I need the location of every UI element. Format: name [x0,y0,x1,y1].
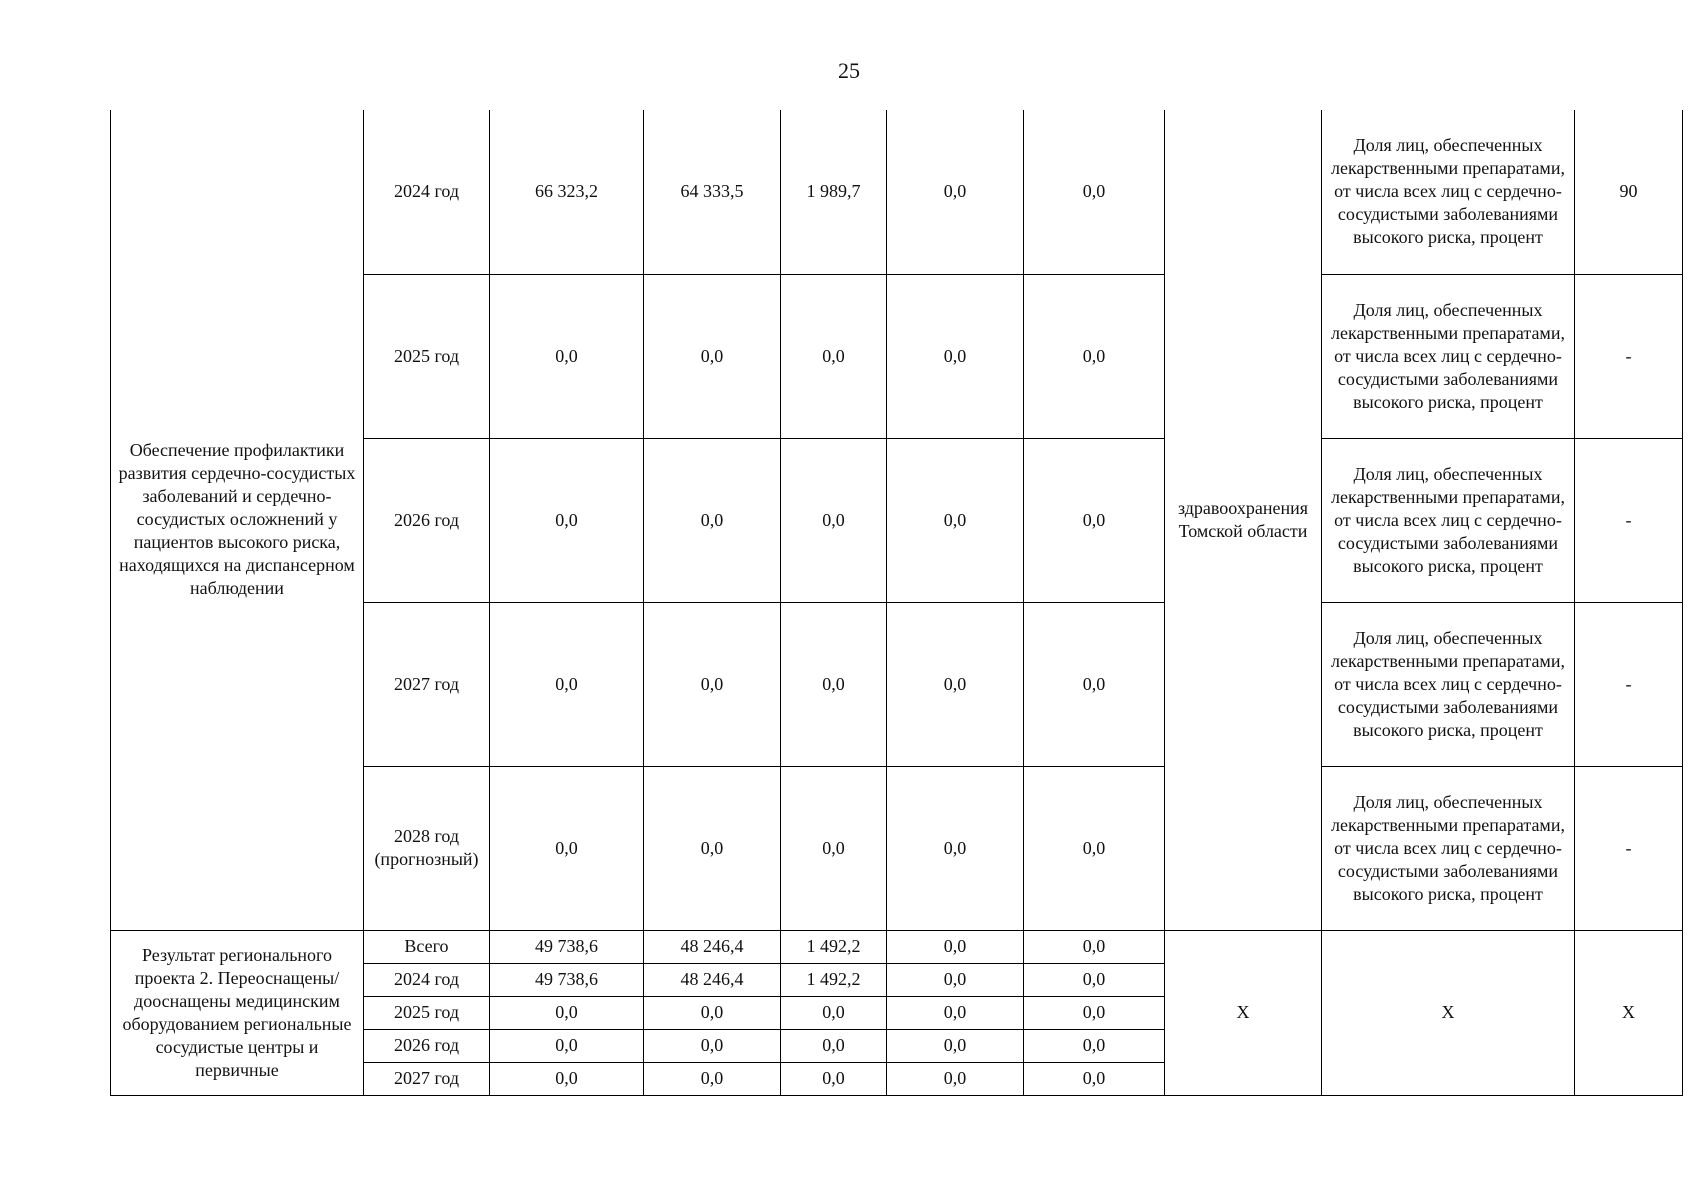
amount-federal-cell: 48 246,4 [644,963,781,996]
responsible-executor: здравоохранения Томской области [1165,110,1322,930]
amount-total-cell: 49 738,6 [490,963,644,996]
amount-local-cell: 0,0 [887,996,1024,1029]
target-value-cell: Х [1575,930,1683,1095]
amount-federal-cell: 0,0 [644,996,781,1029]
amount-federal-cell: 0,0 [644,1029,781,1062]
amount-local-cell: 0,0 [887,963,1024,996]
amount-federal-cell: 0,0 [644,766,781,930]
amount-regional-cell: 1 989,7 [781,110,887,274]
amount-federal-cell: 0,0 [644,1062,781,1095]
amount-other-cell: 0,0 [1024,1062,1165,1095]
responsible-executor: Х [1165,930,1322,1095]
indicator-cell: Доля лиц, обеспеченных лекарственными препаратами, от числа всех лиц с сердечно-сосудистыми заболеваниями высокого риска, процент [1322,274,1575,438]
year-cell: 2028 год (прогнозный) [364,766,490,930]
amount-other-cell: 0,0 [1024,963,1165,996]
year-cell: 2027 год [364,1062,490,1095]
amount-total-cell: 49 738,6 [490,930,644,963]
year-cell: 2025 год [364,996,490,1029]
indicator-cell: Доля лиц, обеспеченных лекарственными препаратами, от числа всех лиц с сердечно-сосудистыми заболеваниями высокого риска, процент [1322,602,1575,766]
amount-other-cell: 0,0 [1024,1029,1165,1062]
amount-federal-cell: 0,0 [644,602,781,766]
amount-other-cell: 0,0 [1024,438,1165,602]
amount-other-cell: 0,0 [1024,274,1165,438]
indicator-cell: Доля лиц, обеспеченных лекарственными препаратами, от числа всех лиц с сердечно-сосудистыми заболеваниями высокого риска, процент [1322,110,1575,274]
result-description: Результат регионального проекта 2. Переоснащены/дооснащены медицинским оборудованием региональные сосудистые центры и первичные [111,930,364,1095]
indicator-cell: Х [1322,930,1575,1095]
target-value-cell: - [1575,438,1683,602]
year-cell: 2026 год [364,1029,490,1062]
amount-other-cell: 0,0 [1024,930,1165,963]
amount-other-cell: 0,0 [1024,602,1165,766]
amount-other-cell: 0,0 [1024,766,1165,930]
amount-local-cell: 0,0 [887,766,1024,930]
amount-regional-cell: 0,0 [781,602,887,766]
amount-local-cell: 0,0 [887,110,1024,274]
amount-total-cell: 0,0 [490,274,644,438]
year-cell: 2026 год [364,438,490,602]
target-value-cell: 90 [1575,110,1683,274]
amount-federal-cell: 0,0 [644,438,781,602]
amount-local-cell: 0,0 [887,930,1024,963]
table-row [111,110,1683,274]
amount-total-cell: 0,0 [490,766,644,930]
amount-other-cell: 0,0 [1024,110,1165,274]
measure-description: Обеспечение профилактики развития сердечно-сосудистых заболеваний и сердечно-сосудистых осложнений у пациентов высокого риска, находящихся на диспансерном наблюдении [111,110,364,930]
amount-local-cell: 0,0 [887,438,1024,602]
amount-local-cell: 0,0 [887,1029,1024,1062]
amount-federal-cell: 0,0 [644,274,781,438]
amount-regional-cell: 1 492,2 [781,930,887,963]
amount-total-cell: 66 323,2 [490,110,644,274]
amount-total-cell: 0,0 [490,1062,644,1095]
amount-total-cell: 0,0 [490,1029,644,1062]
amount-local-cell: 0,0 [887,602,1024,766]
amount-federal-cell: 48 246,4 [644,930,781,963]
amount-regional-cell: 0,0 [781,996,887,1029]
amount-regional-cell: 0,0 [781,274,887,438]
year-cell: 2025 год [364,274,490,438]
amount-regional-cell: 0,0 [781,766,887,930]
year-cell: 2024 год [364,110,490,274]
target-value-cell: - [1575,766,1683,930]
target-value-cell: - [1575,274,1683,438]
amount-regional-cell: 0,0 [781,438,887,602]
amount-regional-cell: 1 492,2 [781,963,887,996]
page-number: 25 [838,58,860,83]
amount-federal-cell: 64 333,5 [644,110,781,274]
amount-regional-cell: 0,0 [781,1029,887,1062]
year-cell: Всего [364,930,490,963]
program-table [110,110,1683,1096]
year-cell: 2024 год [364,963,490,996]
indicator-cell: Доля лиц, обеспеченных лекарственными препаратами, от числа всех лиц с сердечно-сосудистыми заболеваниями высокого риска, процент [1322,766,1575,930]
year-cell: 2027 год [364,602,490,766]
amount-local-cell: 0,0 [887,274,1024,438]
amount-total-cell: 0,0 [490,996,644,1029]
indicator-cell: Доля лиц, обеспеченных лекарственными препаратами, от числа всех лиц с сердечно-сосудистыми заболеваниями высокого риска, процент [1322,438,1575,602]
amount-total-cell: 0,0 [490,438,644,602]
amount-local-cell: 0,0 [887,1062,1024,1095]
amount-total-cell: 0,0 [490,602,644,766]
table-row [111,930,1683,963]
target-value-cell: - [1575,602,1683,766]
amount-regional-cell: 0,0 [781,1062,887,1095]
amount-other-cell: 0,0 [1024,996,1165,1029]
